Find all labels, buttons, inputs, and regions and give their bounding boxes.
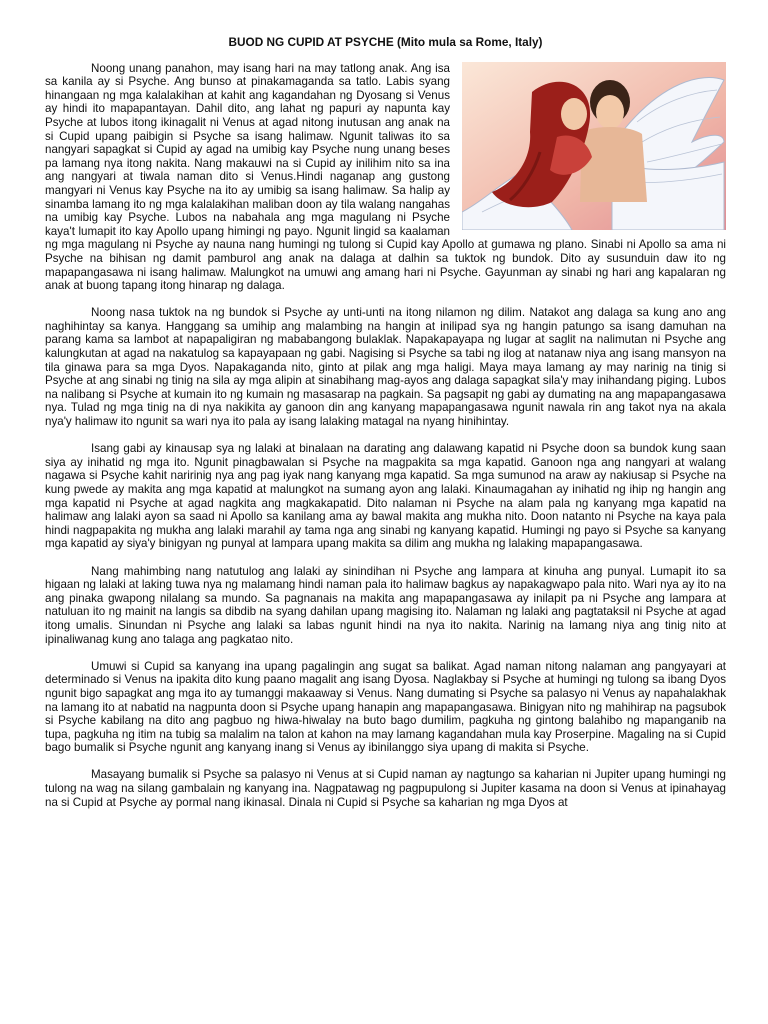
paragraph-3: Isang gabi ay kinausap sya ng lalaki at binalaan na darating ang dalawang kapatid ni Psyche doon sa bundok kung saan siya ay inihatid ng mga ito. Ngunit pinagbawalan si Psyche na magpakita sa mga kapatid. Ganoon nga ang nangyari at walang nagawa si Psyche kahit naririnig nya ang pag iyak nang kanyang mga kapatid. Sa mga sumunod na araw ay nakiusap si Psyche na kung pwede ay makita ang mga kapatid at malungkot na sumang ayon ang lalaki. Kinaumagahan ay inihatid ng ihip ng hangin ang mga kapatid ni Psyche at agad nagkita ang magkakapatid. Dito nalaman ni Psyche na alam pala ng kanyang mga kapatid na halimaw ang lalaki ayon sa saad ni Apollo sa kanilang ama ay bawal makita ang mukha nito. Doon natanto ni Psyche na kaya pala hindi nagpapakita ng mukha ang lalaki marahil ay tama nga ang sinabi ng kanyang kapatid. Humingi ng payo si Psyche sa kanyang mga kapatid ay siya'y binigyan ng punyal at lampara upang makita sa dilim ang mukha ng lalaking mapapangasawa. — [45, 442, 726, 551]
paragraph-5: Umuwi si Cupid sa kanyang ina upang pagalingin ang sugat sa balikat. Agad naman nitong nalaman ang pangyayari at determinado si Venus na ipakita dito kung paano magalit ang isang Dyosa. Naglakbay si Psyche at humingi ng tulong sa ibang Dyos ngunit bigo sapagkat ang mga ito ay tumanggi makaaway si Venus. Nang dumating si Psyche sa palasyo ni Venus ay napahalakhak na lamang ito at nabatid na nagpunta doon si Psyche upang hanapin ang mapapangasawa. Binigyan nito ng mahihirap na pagsubok si Psyche kabilang na dito ang pagbuo ng hiwa-hiwalay na buto bago dumilim, pagkuha ng gintong balahibo ng mapanganib na tupa, pagkuha ng itim na tubig sa malalim na talon at kahon na may lamang kagandahan mula kay Proserpine. Magaling na si Cupid bago bumalik si Psyche ngunit ang kanyang inang si Venus ay ibinilanggo siya upang di makita si Psyche. — [45, 659, 726, 755]
paragraph-2: Noong nasa tuktok na ng bundok si Psyche ay unti-unti na itong nilamon ng dilim. Natakot ang dalaga sa kung ano ang naghihintay sa kanya. Hanggang sa umihip ang malambing na hangin at inilipad sya ng hangin patungo sa isang damuhan na parang kama sa lambot at napapaligiran ng mababangong bulaklak. Napakapayapa ng lugar at saglit na nalimutan ni Psyche ang kalungkutan at agad na nakatulog sa kapayapaan ng gabi. Nagising si Psyche sa tabi ng ilog at natanaw niya ang isang mansyon na tila ginawa para sa mga Dyos. Napakaganda nito, ginto at pilak ang mga haligi. Maya maya lamang ay may narinig na tinig si Psyche at ang sinabi ng tinig na sila ay mga alipin at sinabihang mag-ayos ang dalaga sapagkat sila'y may inihandang piging. Lubos na nalibang si Psyche at kumain ito ng kumain ng masasarap na pagkain. Sa pagsapit ng gabi ay dumating na ang mapapangasawa nya. Tulad ng mga tinig na di nya nakikita ay ganoon din ang kanyang mapapangasawa ngunit nawala rin ang takot nya na akala nya'y halimaw ito ngunit sa wari nya ito pala ay isang lalaking matagal na nyang hinihintay. — [45, 306, 726, 429]
document-page — [45, 36, 726, 823]
document-title: BUOD NG CUPID AT PSYCHE (Mito mula sa Rome, Italy) — [228, 35, 543, 49]
paragraph-4: Nang mahimbing nang natutulog ang lalaki ay sinindihan ni Psyche ang lampara at kinuha ang punyal. Lumapit ito sa higaan ng lalaki at laking tuwa nya ng malamang hindi naman pala ito halimaw bagkus ay napakagwapo pala nito. Wari nya ay ito na ang pinaka gwapong nilalang sa mundo. Sa pagnanais na makita ang mapapangasawa ay inilapit pa ni Psyche ang lampara at natuluan ito ng mainit na langis sa dibdib na syang dahilan upang magising ito. Nalaman ng lalaki ang pagtataksil ni Psyche at agad itong umalis. Sinundan ni Psyche ang lalaki sa labas ngunit hindi na nya ito nakita. Narinig na lamang niya ang tinig nito at ipinaliwanag kung ano talaga ang pagkatao nito. — [45, 564, 726, 646]
cupid-psyche-illustration — [462, 62, 726, 230]
paragraph-1: Noong unang panahon, may isang hari na may tatlong anak. Ang isa sa kanila ay si Psyche. Ang bunso at pinakamaganda sa tatlo. Labis syang hinangaan ng mga kalalakihan at kahit ang kagandahan ng Dyosang si Venus ay hindi ito mapapantayan. Dahil dito, ang lahat ng papuri ay napunta kay Psyche at lubos itong ikinagalit ni Venus at agad nitong inutusan ang anak na si Cupid upang paibigin si Psyche sa isang halimaw. Ngunit taliwas ito sa nangyari sapagkat si Cupid ay agad na umibig kay Psyche nung unang beses pa lamang nya itong nakita. Nang makauwi na si Cupid ay inilihim nito sa ina ang nangyari at tiwala naman dito si Venus.Hindi naganap ang gustong mangyari ni Venus kay Psyche na ito ay umibig sa isang halimaw. Sa halip ay sinamba lamang ito ng mga kalalakihan maliban doon ay tila walang nangahas na umibig kay Psyche. Lubos na nabahala ang mga magulang ni Psyche kaya't lumapit ito kay Apollo upang himingi ng payo. Ngunit lingid sa kaalaman ng mga magulang ni Psyche ay nauna nang humingi ng tulong si Cupid kay Apollo at gumawa ng plano. Sinabi ni Apollo sa ama ni Psyche na bihisan ng damit pamburol ang anak na dalaga at dalhin sa tuktok ng bundok. Dito ay susunduin daw ito ng mapapangasawa ni isang halimaw. Malungkot na umuwi ang amang hari ni Psyche. Gayunman ay sinabi ng hari ang kapalaran ng anak at buong tapang itong hinarap ng dalaga. — [45, 61, 726, 293]
paragraph-6: Masayang bumalik si Psyche sa palasyo ni Venus at si Cupid naman ay nagtungo sa kaharian ni Jupiter upang humingi ng tulong na wag na silang gambalain ng kanyang ina. Nagpatawag ng pagpupulong si Jupiter kasama na doon si Venus at ipinahayag na si Cupid at Psyche ay pormal nang ikinasal. Dinala ni Cupid si Psyche sa kaharian ng mga Dyos at — [45, 768, 726, 809]
